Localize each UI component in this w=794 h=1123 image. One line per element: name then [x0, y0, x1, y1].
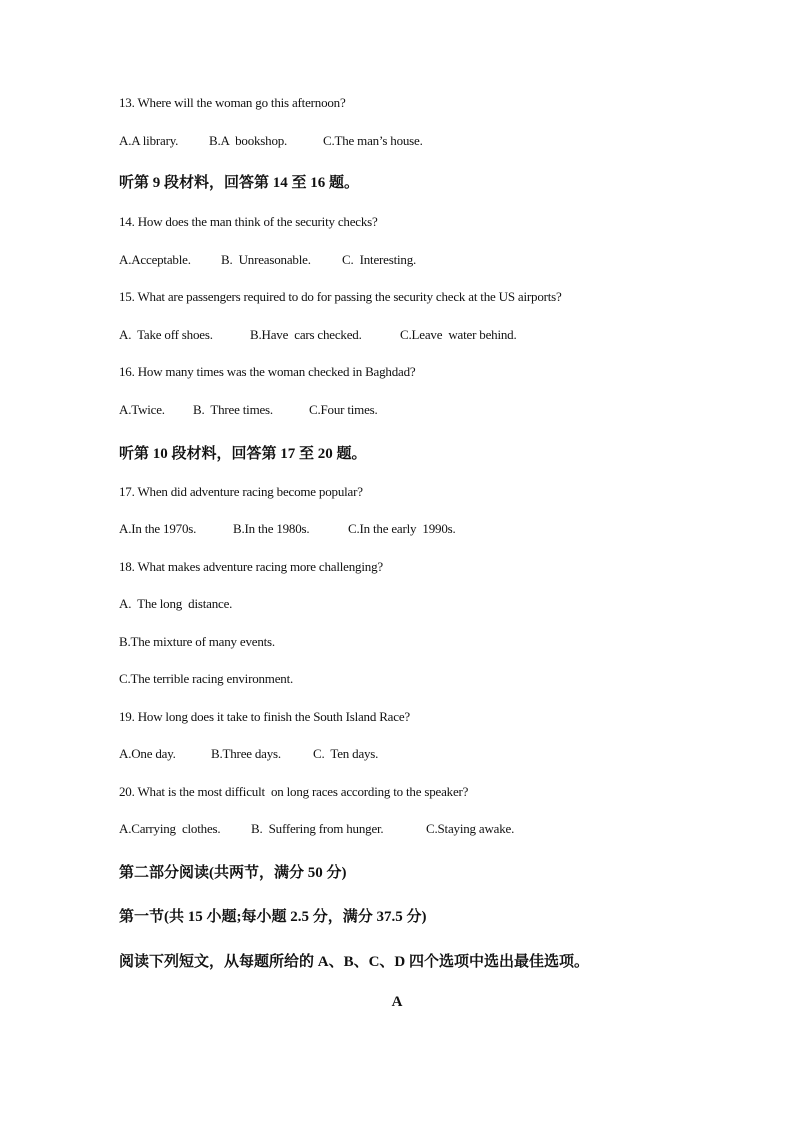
- q18-question: 18. What makes adventure racing more challenging?: [119, 559, 383, 574]
- q19-option-b: B.Three days.: [211, 746, 281, 761]
- q20-option-c: C.Staying awake.: [426, 821, 515, 836]
- q17-question: 17. When did adventure racing become popular?: [119, 484, 363, 499]
- section-one-heading: 第一节(共 15 小题;每小题 2.5 分，满分 37.5 分): [119, 909, 427, 925]
- q13-option-b: B.A bookshop.: [209, 133, 288, 148]
- section-9-heading: 听第 9 段材料，回答第 14 至 16 题。: [119, 175, 360, 191]
- q13-option-c: C.The man’s house.: [323, 133, 423, 148]
- q13-question: 13. Where will the woman go this afternoon?: [119, 95, 346, 110]
- q20-option-a: A.Carrying clothes.: [119, 821, 221, 836]
- q16-question: 16. How many times was the woman checked in Baghdad?: [119, 364, 416, 379]
- q16-option-c: C.Four times.: [309, 402, 378, 417]
- q16-option-b: B. Three times.: [193, 402, 273, 417]
- q15-option-b: B.Have cars checked.: [250, 327, 362, 342]
- q14-question: 14. How does the man think of the security checks?: [119, 214, 378, 229]
- q15-option-c: C.Leave water behind.: [400, 327, 517, 342]
- q19-question: 19. How long does it take to finish the South Island Race?: [119, 709, 410, 724]
- q14-option-c: C. Interesting.: [342, 252, 417, 267]
- reading-instruction: 阅读下列短文，从每题所给的 A、B、C、D 四个选项中选出最佳选项。: [119, 954, 590, 970]
- q14-option-a: A.Acceptable.: [119, 252, 191, 267]
- q19-option-a: A.One day.: [119, 746, 176, 761]
- part-two-heading: 第二部分阅读(共两节，满分 50 分): [119, 865, 347, 881]
- q13-option-a: A.A library.: [119, 133, 179, 148]
- q18-option-c: C.The terrible racing environment.: [119, 671, 294, 686]
- q20-question: 20. What is the most difficult on long races according to the speaker?: [119, 784, 469, 799]
- q18-option-a: A. The long distance.: [119, 596, 233, 611]
- q17-option-b: B.In the 1980s.: [233, 521, 310, 536]
- q19-option-c: C. Ten days.: [313, 746, 379, 761]
- q18-option-b: B.The mixture of many events.: [119, 634, 275, 649]
- q17-option-c: C.In the early 1990s.: [348, 521, 456, 536]
- q20-option-b: B. Suffering from hunger.: [251, 821, 384, 836]
- q15-option-a: A. Take off shoes.: [119, 327, 213, 342]
- q15-question: 15. What are passengers required to do for passing the security check at the US airports?: [119, 289, 562, 304]
- q17-option-a: A.In the 1970s.: [119, 521, 197, 536]
- section-10-heading: 听第 10 段材料，回答第 17 至 20 题。: [119, 446, 367, 462]
- q14-option-b: B. Unreasonable.: [221, 252, 311, 267]
- q16-option-a: A.Twice.: [119, 402, 165, 417]
- passage-label: A: [391, 994, 403, 1010]
